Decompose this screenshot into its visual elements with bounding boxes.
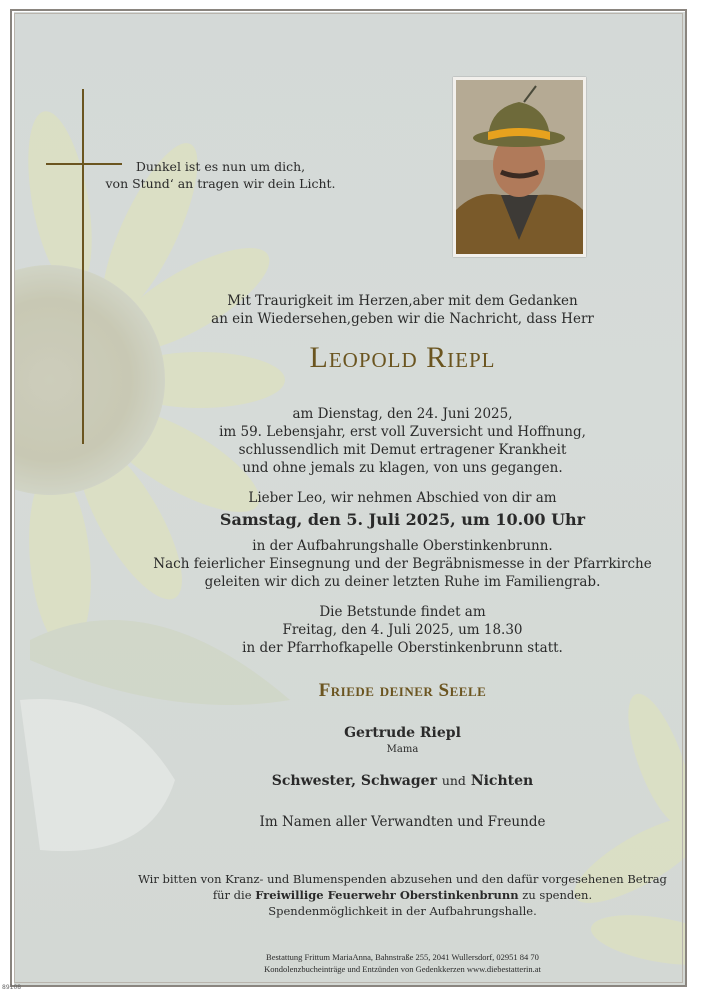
prayer-line-3: in der Pfarrhofkapelle Oberstinkenbrunn statt. [242,640,563,656]
friede-heading: Friede deiner Seele [318,680,487,701]
donation-line-3: Spendenmöglichkeit in der Aufbahrungshalle. [268,904,537,918]
mourner-relation: Mama [386,744,419,755]
death-info-line-1: am Dienstag, den 24. Juni 2025, [292,406,513,422]
farewell-intro: Lieber Leo, wir nehmen Abschied von dir am [248,490,557,506]
deceased-name: Leopold Riepl [309,341,496,374]
ceremony-line-3: geleiten wir dich zu deiner letzten Ruhe im Familiengrab. [204,574,601,590]
motto-line-2: von Stund‘ an tragen wir dein Licht. [105,176,336,191]
donation-suffix: zu spenden. [522,888,593,902]
death-info-line-3: schlussendlich mit Demut ertragener Krankheit [238,442,567,458]
death-info-line-2: im 59. Lebensjahr, erst voll Zuversicht und Hoffnung, [219,424,586,440]
mourners-all: Im Namen aller Verwandten und Freunde [259,814,546,830]
intro-line-1: Mit Traurigkeit im Herzen,aber mit dem Gedanken [227,293,578,309]
mourner-name: Gertrude Riepl [344,725,461,741]
ceremony-line-2: Nach feierlicher Einsegnung und der Begräbnismesse in der Pfarrkirche [153,556,652,572]
prayer-line-1: Die Betstunde findet am [319,604,486,620]
death-info-line-4: und ohne jemals zu klagen, von uns gegangen. [242,460,563,476]
mourner-group-part-1: Schwester, Schwager [271,773,437,789]
prayer-line-2: Freitag, den 4. Juli 2025, um 18.30 [282,622,523,638]
donation-prefix: für die [212,888,252,902]
motto-line-1: Dunkel ist es nun um dich, [135,159,306,174]
mourner-group-and: und [441,773,466,788]
footer-line-1: Bestattung Frittum MariaAnna, Bahnstraße 255, 2041 Wullersdorf, 02951 84 70 [266,952,539,962]
mourner-group-part-2: Nichten [470,773,534,789]
funeral-date: Samstag, den 5. Juli 2025, um 10.00 Uhr [219,510,586,529]
intro-line-2: an ein Wiedersehen,geben wir die Nachricht, dass Herr [211,311,594,327]
mourner-group [52,773,701,789]
document-code: 89108 [2,984,22,991]
donation-line-2 [52,887,701,904]
ceremony-line-1: in der Aufbahrungshalle Oberstinkenbrunn. [252,538,553,554]
cross-icon [82,89,84,444]
donation-line-1: Wir bitten von Kranz- und Blumenspenden abzusehen und den dafür vorgesehenen Betrag [138,872,667,886]
donation-recipient: Freiwillige Feuerwehr Oberstinkenbrunn [255,888,519,902]
footer-line-2: Kondolenzbucheinträge und Entzünden von Gedenkkerzen www.diebestatterin.at [264,964,541,974]
